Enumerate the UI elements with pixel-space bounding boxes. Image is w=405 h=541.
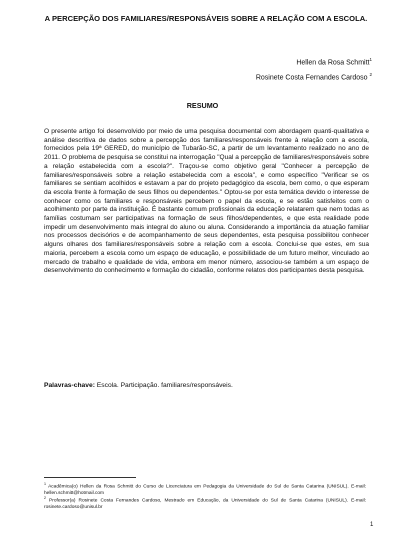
footnote-mark: 1 xyxy=(44,482,46,486)
abstract-heading: RESUMO xyxy=(186,101,219,110)
footnote-text: Acadêmica(o) Hellen da Rosa Schmitt do Curso de Licenciatura em Pedagogia da Universidade do Sul de Santa Catarina (UNISUL). E-mail: hellen.schmitt@hotmail.com xyxy=(44,484,366,496)
footnote-mark: 2 xyxy=(44,496,46,501)
abstract-body: O presente artigo foi desenvolvido por meio de uma pesquisa documental com abordagem quanti-qualitativa e análise descritiva de dados sobre a percepção dos familiares/responsáveis frente à relação com a escola, fornecidos pela 19ª GERED, do município de Tubarão-SC, a partir de um levantamento realizado no ano de 2011. O problema de pesquisa se constitui na interrogação "Qual a percepção de familiares/responsáveis sobre a relação estabelecida com a escola?". Traçou-se como objetivo geral "Conhecer a percepção de familiares/responsáveis sobre a relação estabelecida com a escola", e como específico "Verificar se os familiares se sentiam acolhidos e estavam a par do projeto pedagógico da escola, bem como, o que esperam da escola frente à formação de seus filhos ou dependentes." Optou-se por esta temática devido o interesse de conhecer como os familiares e responsáveis percebem o papel da escola, e se estão satisfeitos com o acolhimento por parte da instituição. É bastante comum profissionais da educação relatarem que nem todas as famílias costumam ser participativas na formação de seus filhos/dependentes, e que esta realidade pode impedir um desenvolvimento mais integral do aluno ou aluna. Considerando a importância da atuação familiar nos processos decisórios e de acompanhamento de seus dependentes, esta pesquisa possibilitou conhecer alguns olhares dos familiares/responsáveis sobre a relação com a escola. Conclui-se que estes, em sua maioria, percebem a escola como um espaço de educação, e possibilidade de um futuro melhor, vinculado ao mercado de trabalho e qualidade de vida, embora em menor número, associou-se também a um espaço de desenvolvimento do conhecimento e formação do cidadão, conforme relatos dos participantes desta pesquisa. xyxy=(44,128,369,275)
footnote-text: Professor(a) Rosinete Costa Fernandes Cardoso, Mestrado em Educação, da Universidade do Sul de Santa Catarina (UNISUL). E-mail: rosinete.cardoso@unisul.br xyxy=(44,499,366,510)
author-name: Rosinete Costa Fernandes Cardoso xyxy=(255,74,368,82)
paper-title: A PERCEPÇÃO DOS FAMILIARES/RESPONSÁVEIS SOBRE A RELAÇÃO COM A ESCOLA. xyxy=(44,14,368,23)
footnote-1 xyxy=(44,482,366,496)
author-name: Hellen da Rosa Schmitt xyxy=(296,59,370,67)
keywords-line xyxy=(44,382,374,391)
author-2 xyxy=(256,72,372,81)
keywords-list: Escola. Participação. familiares/responsáveis. xyxy=(94,382,233,389)
author-footnote-mark: 2 xyxy=(369,72,372,77)
page-number: 1 xyxy=(370,522,374,528)
author-1 xyxy=(296,57,372,66)
footnotes xyxy=(44,482,366,511)
footnote-separator xyxy=(44,477,136,478)
keywords-label: Palavras-chave: xyxy=(44,382,95,389)
author-footnote-mark: 1 xyxy=(369,57,372,62)
footnote-2 xyxy=(44,496,366,510)
